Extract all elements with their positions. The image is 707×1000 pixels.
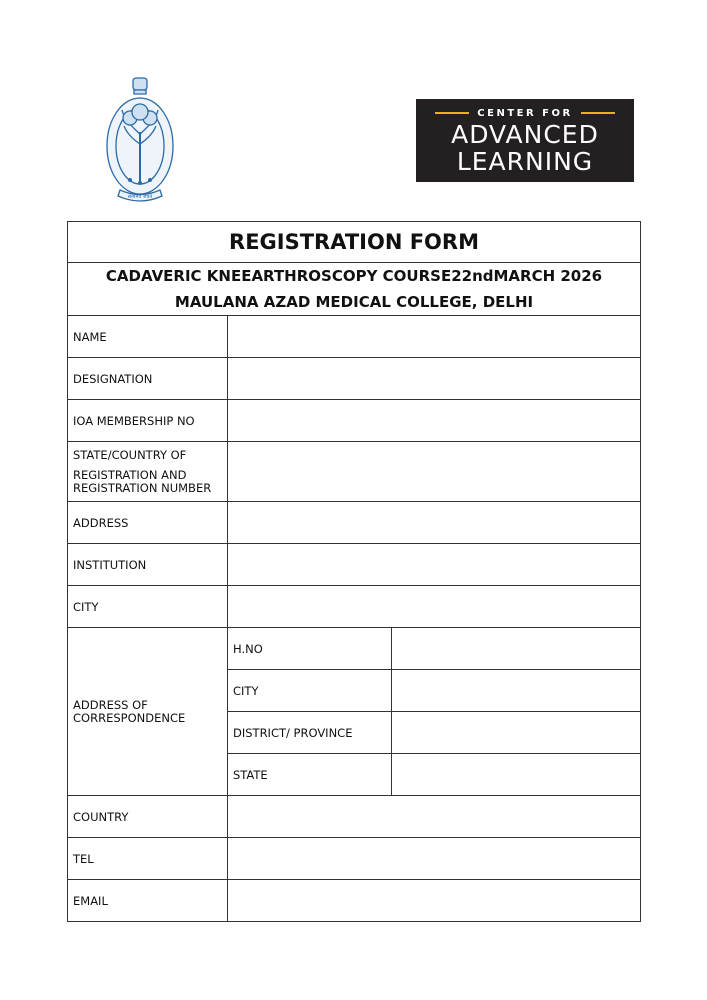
city-label: CITY bbox=[68, 586, 228, 628]
correspondence-label-line1: ADDRESS OF bbox=[73, 697, 148, 712]
country-label: COUNTRY bbox=[68, 796, 228, 838]
logo-top-row bbox=[416, 106, 634, 120]
name-label: NAME bbox=[68, 316, 228, 358]
ioa-membership-label: IOA MEMBERSHIP NO bbox=[68, 400, 228, 442]
course-name: CADAVERIC KNEEARTHROSCOPY COURSE22ndMARCH 2026 bbox=[105, 267, 603, 285]
email-label: EMAIL bbox=[68, 880, 228, 922]
name-field[interactable] bbox=[228, 316, 641, 358]
logo-top-text: CENTER FOR bbox=[477, 107, 573, 119]
corr-state-label: STATE bbox=[228, 754, 392, 796]
corr-hno-label: H.NO bbox=[228, 628, 392, 670]
state-registration-label-line1: STATE/COUNTRY OF bbox=[73, 447, 187, 462]
tel-label: TEL bbox=[68, 838, 228, 880]
institution-field[interactable] bbox=[228, 544, 641, 586]
state-registration-label-line2: REGISTRATION AND bbox=[73, 467, 187, 482]
corr-city-label: CITY bbox=[228, 670, 392, 712]
corr-district-label: DISTRICT/ PROVINCE bbox=[228, 712, 392, 754]
emblem-motto: सत्यमेव जयते bbox=[127, 194, 153, 200]
venue-name: MAULANA AZAD MEDICAL COLLEGE, DELHI bbox=[174, 293, 534, 311]
logo-line-learning: LEARNING bbox=[456, 147, 594, 176]
tel-field[interactable] bbox=[228, 838, 641, 880]
logo-line-advanced: ADVANCED bbox=[451, 120, 599, 149]
logo-accent-line-right bbox=[581, 112, 615, 114]
form-subtitle bbox=[68, 263, 641, 316]
ioa-emblem-logo bbox=[100, 74, 180, 208]
registration-form-table bbox=[67, 221, 641, 922]
form-title: REGISTRATION FORM bbox=[68, 222, 641, 263]
logo-accent-line-left bbox=[435, 112, 469, 114]
address-field[interactable] bbox=[228, 502, 641, 544]
state-registration-label bbox=[68, 442, 228, 502]
email-field[interactable] bbox=[228, 880, 641, 922]
correspondence-label-line2: CORRESPONDENCE bbox=[73, 710, 186, 725]
corr-hno-field[interactable] bbox=[392, 628, 641, 670]
designation-field[interactable] bbox=[228, 358, 641, 400]
state-registration-label-line3: REGISTRATION NUMBER bbox=[73, 480, 212, 495]
institution-label: INSTITUTION bbox=[68, 544, 228, 586]
corr-state-field[interactable] bbox=[392, 754, 641, 796]
corr-city-field[interactable] bbox=[392, 670, 641, 712]
address-label: ADDRESS bbox=[68, 502, 228, 544]
designation-label: DESIGNATION bbox=[68, 358, 228, 400]
ioa-membership-field[interactable] bbox=[228, 400, 641, 442]
state-registration-field[interactable] bbox=[228, 442, 641, 502]
center-for-advanced-learning-logo bbox=[416, 99, 634, 182]
country-field[interactable] bbox=[228, 796, 641, 838]
correspondence-label bbox=[68, 628, 228, 796]
city-field[interactable] bbox=[228, 586, 641, 628]
corr-district-field[interactable] bbox=[392, 712, 641, 754]
